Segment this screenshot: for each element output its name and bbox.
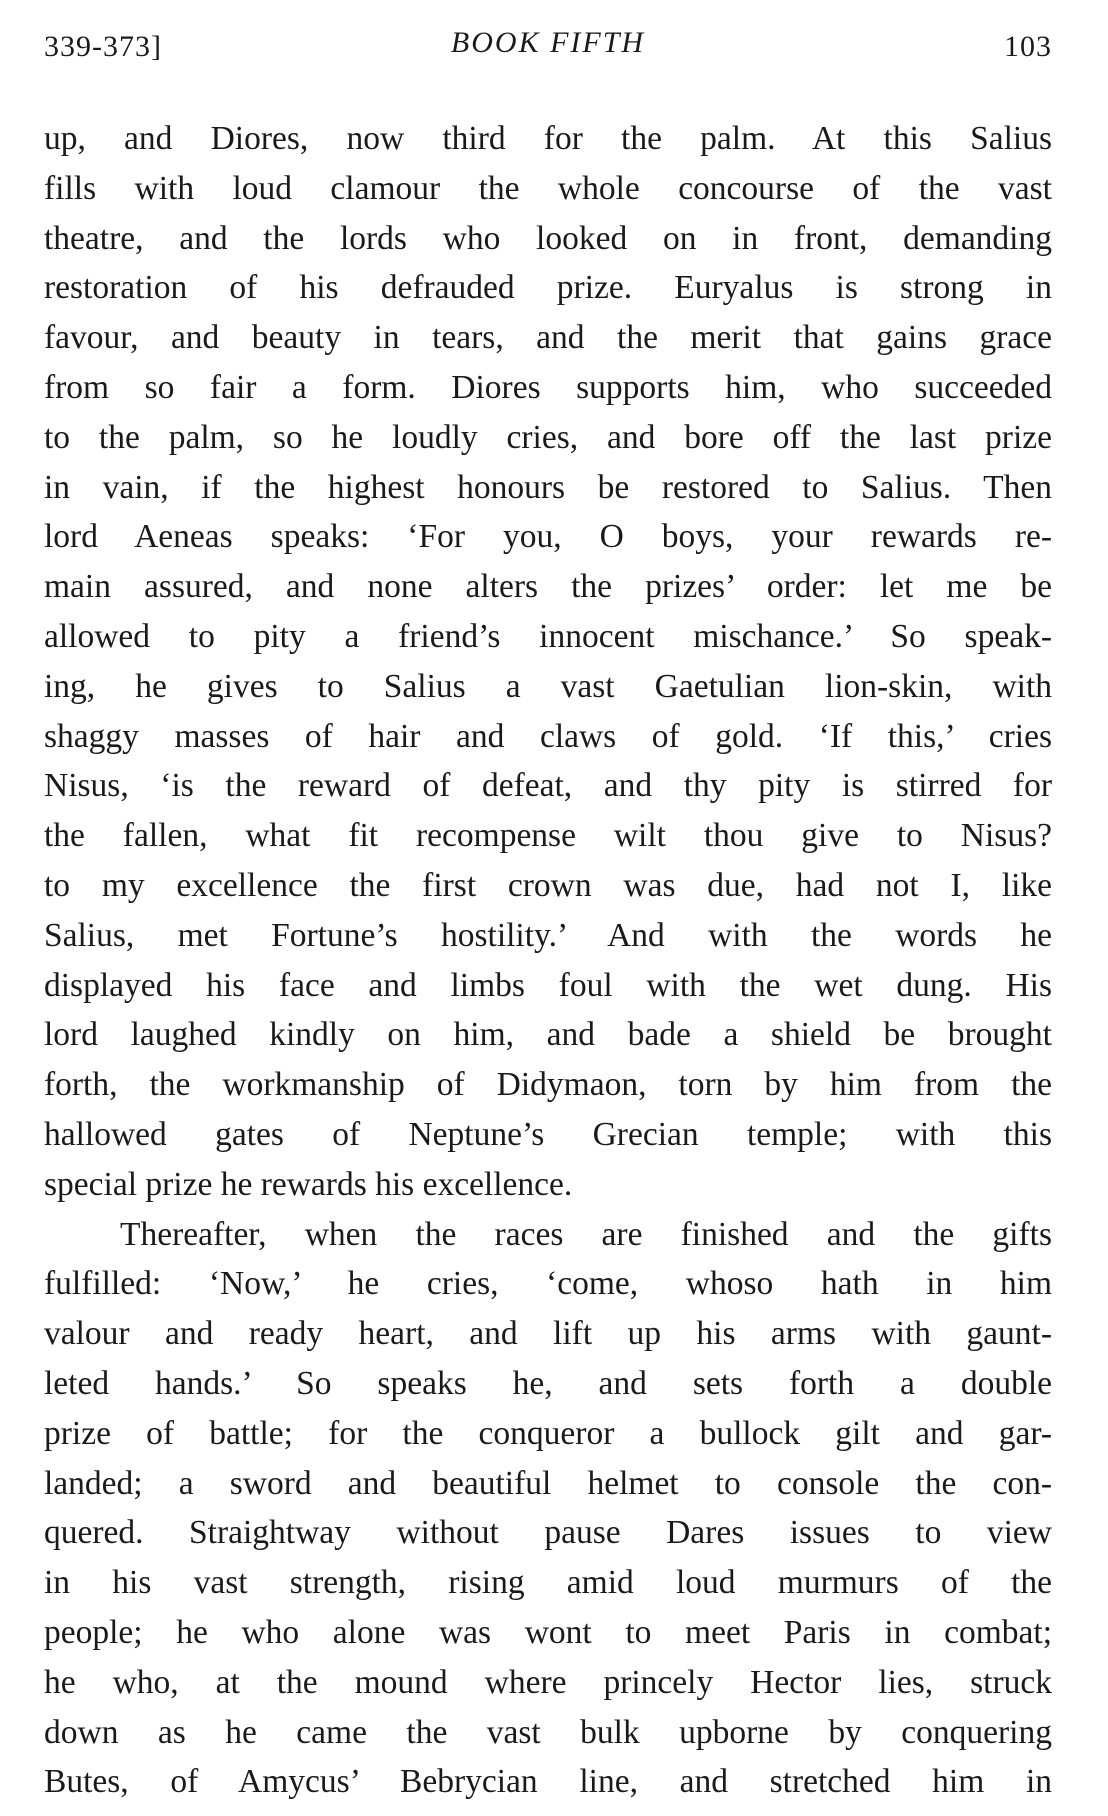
text-line: fills with loud clamour the whole concourse of the vast bbox=[44, 169, 1052, 207]
text-line: quered. Straightway without pause Dares issues to view bbox=[44, 1514, 1052, 1552]
line-range: 339-373] bbox=[44, 30, 162, 63]
text-line: main assured, and none alters the prizes’ order: let me be bbox=[44, 568, 1052, 606]
running-header bbox=[44, 20, 1052, 66]
page-number: 103 bbox=[1004, 30, 1052, 63]
text-line: Nisus, ‘is the reward of defeat, and thy pity is stirred for bbox=[44, 767, 1052, 805]
text-line: ing, he gives to Salius a vast Gaetulian lion-skin, with bbox=[44, 667, 1052, 705]
text-line: leted hands.’ So speaks he, and sets forth a double bbox=[44, 1364, 1052, 1402]
text-line: the fallen, what fit recompense wilt thou give to Nisus? bbox=[44, 817, 1052, 855]
text-line: shaggy masses of hair and claws of gold. ‘If this,’ cries bbox=[44, 717, 1052, 755]
text-line: hallowed gates of Neptune’s Grecian temple; with this bbox=[44, 1115, 1052, 1153]
text-line: to my excellence the first crown was due, had not I, like bbox=[44, 866, 1052, 904]
text-line: lord laughed kindly on him, and bade a shield be brought bbox=[44, 1016, 1052, 1054]
text-line: allowed to pity a friend’s innocent mischance.’ So speak- bbox=[44, 617, 1052, 655]
text-line: to the palm, so he loudly cries, and bore off the last prize bbox=[44, 418, 1052, 456]
text-line: lord Aeneas speaks: ‘For you, O boys, your rewards re- bbox=[44, 518, 1052, 556]
text-line: forth, the workmanship of Didymaon, torn by him from the bbox=[44, 1066, 1052, 1104]
text-line: prize of battle; for the conqueror a bullock gilt and gar- bbox=[44, 1414, 1052, 1452]
text-line: in vain, if the highest honours be restored to Salius. Then bbox=[44, 468, 1052, 506]
text-line: from so fair a form. Diores supports him, who succeeded bbox=[44, 368, 1052, 406]
text-line: displayed his face and limbs foul with the wet dung. His bbox=[44, 966, 1052, 1004]
paragraph-2 bbox=[44, 1210, 1052, 1808]
text-line: theatre, and the lords who looked on in front, demanding bbox=[44, 219, 1052, 257]
text-line: Salius, met Fortune’s hostility.’ And with the words he bbox=[44, 916, 1052, 954]
text-line: down as he came the vast bulk upborne by conquering bbox=[44, 1713, 1052, 1751]
text-line: restoration of his defrauded prize. Euryalus is strong in bbox=[44, 269, 1052, 307]
page-body bbox=[44, 114, 1052, 1807]
text-line: fulfilled: ‘Now,’ he cries, ‘come, whoso hath in him bbox=[44, 1265, 1052, 1303]
text-line: Thereafter, when the races are finished and the gifts bbox=[120, 1215, 1052, 1253]
text-line: Butes, of Amycus’ Bebrycian line, and stretched him in bbox=[44, 1763, 1052, 1801]
text-line: up, and Diores, now third for the palm. At this Salius bbox=[44, 120, 1052, 157]
text-line: landed; a sword and beautiful helmet to console the con- bbox=[44, 1464, 1052, 1502]
paragraph-1 bbox=[44, 114, 1052, 1210]
text-line: favour, and beauty in tears, and the merit that gains grace bbox=[44, 319, 1052, 357]
text-line: special prize he rewards his excellence. bbox=[44, 1165, 573, 1203]
book-title: BOOK FIFTH bbox=[450, 26, 646, 59]
text-line: he who, at the mound where princely Hector lies, struck bbox=[44, 1663, 1052, 1701]
book-page bbox=[44, 20, 1052, 1807]
text-line: in his vast strength, rising amid loud murmurs of the bbox=[44, 1564, 1052, 1602]
text-line: valour and ready heart, and lift up his arms with gaunt- bbox=[44, 1315, 1052, 1353]
text-line: people; he who alone was wont to meet Paris in combat; bbox=[44, 1613, 1052, 1651]
